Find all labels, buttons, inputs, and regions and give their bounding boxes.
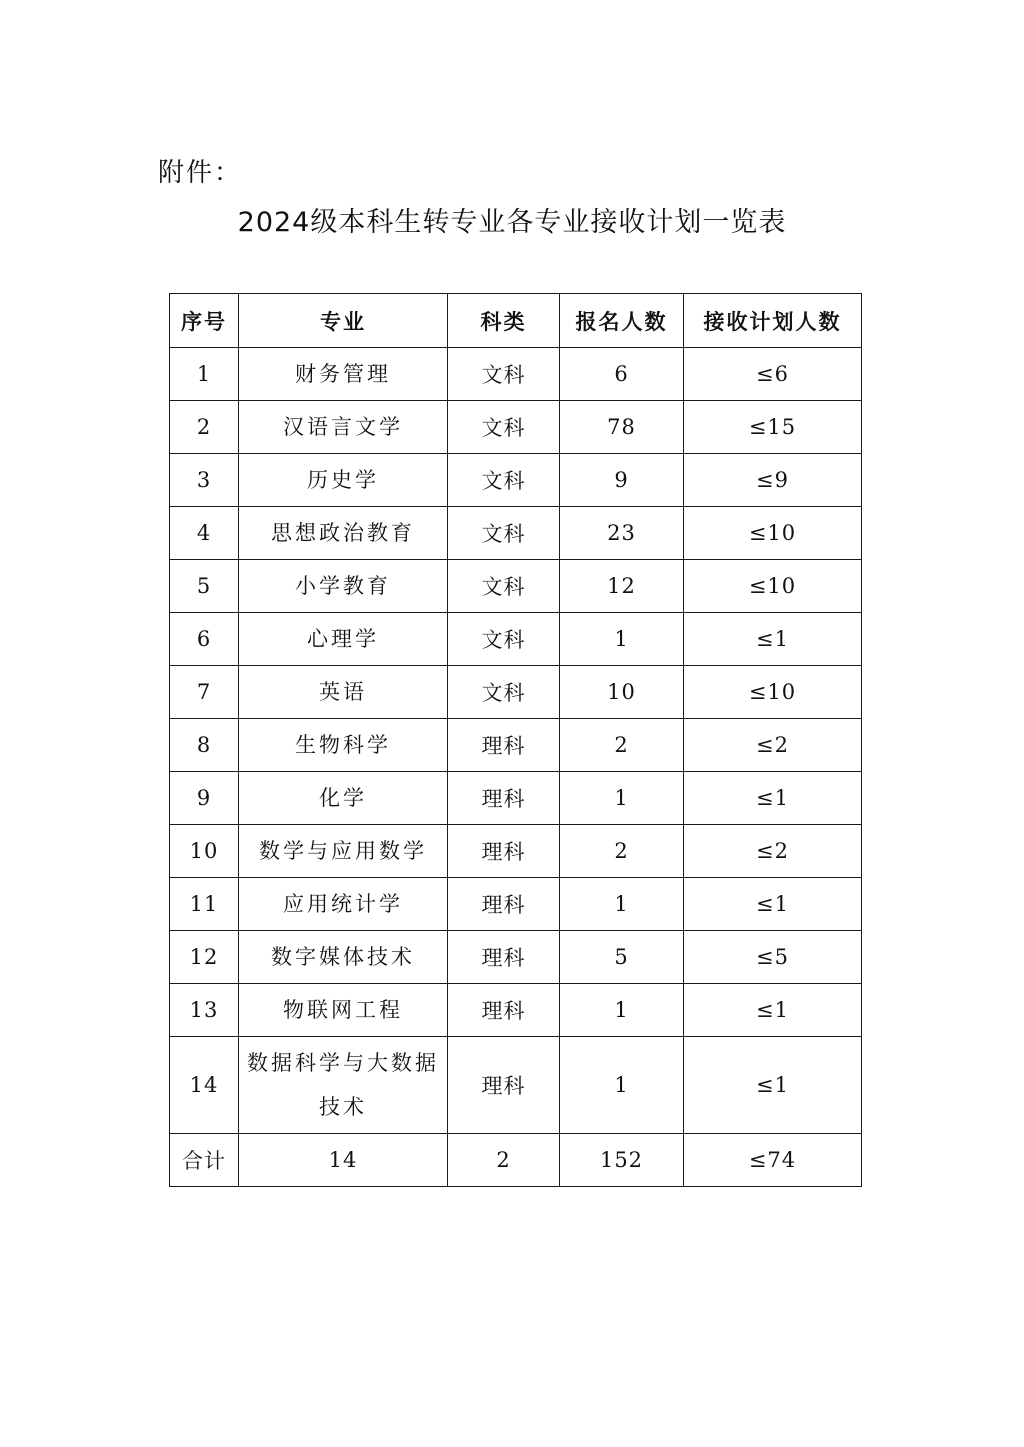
header-plan: 接收计划人数 [684, 294, 862, 348]
cell-plan: ≤1 [684, 613, 862, 666]
cell-applicants: 1 [560, 984, 684, 1037]
table-row [170, 401, 862, 454]
cell-plan: ≤10 [684, 560, 862, 613]
cell-major: 汉语言文学 [239, 401, 448, 454]
cell-plan: ≤9 [684, 454, 862, 507]
cell-applicants: 1 [560, 613, 684, 666]
cell-no: 9 [170, 772, 239, 825]
table-row [170, 507, 862, 560]
cell-no: 14 [170, 1037, 239, 1134]
attachment-label: 附件： [158, 158, 243, 188]
cell-category: 文科 [448, 560, 560, 613]
header-category: 科类 [448, 294, 560, 348]
cell-category: 文科 [448, 401, 560, 454]
cell-no: 4 [170, 507, 239, 560]
cell-plan: ≤1 [684, 772, 862, 825]
cell-applicants: 9 [560, 454, 684, 507]
cell-category: 理科 [448, 878, 560, 931]
cell-major: 历史学 [239, 454, 448, 507]
cell-applicants: 5 [560, 931, 684, 984]
cell-no: 11 [170, 878, 239, 931]
cell-plan: ≤15 [684, 401, 862, 454]
cell-category: 文科 [448, 348, 560, 401]
cell-major: 物联网工程 [239, 984, 448, 1037]
total-plan: ≤74 [684, 1134, 862, 1187]
cell-plan: ≤10 [684, 507, 862, 560]
table-row [170, 454, 862, 507]
header-applicants: 报名人数 [560, 294, 684, 348]
cell-category: 理科 [448, 984, 560, 1037]
cell-major: 生物科学 [239, 719, 448, 772]
table-row [170, 772, 862, 825]
cell-applicants: 1 [560, 878, 684, 931]
cell-plan: ≤1 [684, 878, 862, 931]
cell-no: 12 [170, 931, 239, 984]
cell-applicants: 6 [560, 348, 684, 401]
cell-applicants: 2 [560, 719, 684, 772]
cell-category: 理科 [448, 931, 560, 984]
cell-category: 理科 [448, 719, 560, 772]
transfer-plan-table [169, 293, 862, 1187]
cell-major: 小学教育 [239, 560, 448, 613]
cell-plan: ≤1 [684, 984, 862, 1037]
cell-no: 2 [170, 401, 239, 454]
cell-major: 英语 [239, 666, 448, 719]
cell-no: 13 [170, 984, 239, 1037]
cell-major: 数字媒体技术 [239, 931, 448, 984]
cell-plan: ≤2 [684, 825, 862, 878]
cell-category: 理科 [448, 772, 560, 825]
cell-applicants: 12 [560, 560, 684, 613]
cell-plan: ≤10 [684, 666, 862, 719]
cell-major: 财务管理 [239, 348, 448, 401]
table-row [170, 878, 862, 931]
cell-no: 7 [170, 666, 239, 719]
cell-no: 1 [170, 348, 239, 401]
total-majors: 14 [239, 1134, 448, 1187]
header-major: 专业 [239, 294, 448, 348]
cell-category: 文科 [448, 507, 560, 560]
cell-applicants: 23 [560, 507, 684, 560]
cell-applicants: 78 [560, 401, 684, 454]
table-row [170, 931, 862, 984]
table-row [170, 560, 862, 613]
cell-plan: ≤6 [684, 348, 862, 401]
table-row [170, 613, 862, 666]
cell-plan: ≤1 [684, 1037, 862, 1134]
cell-plan: ≤5 [684, 931, 862, 984]
cell-applicants: 1 [560, 1037, 684, 1134]
total-row [170, 1134, 862, 1187]
table-header-row [170, 294, 862, 348]
cell-major: 数据科学与大数据技术 [239, 1037, 448, 1134]
cell-category: 文科 [448, 666, 560, 719]
cell-no: 8 [170, 719, 239, 772]
table-row [170, 984, 862, 1037]
document-title: 2024级本科生转专业各专业接收计划一览表 [237, 207, 787, 238]
table-row [170, 666, 862, 719]
cell-plan: ≤2 [684, 719, 862, 772]
table-row [170, 825, 862, 878]
cell-major: 心理学 [239, 613, 448, 666]
table-row [170, 1037, 862, 1134]
cell-category: 理科 [448, 825, 560, 878]
cell-major: 应用统计学 [239, 878, 448, 931]
header-no: 序号 [170, 294, 239, 348]
cell-no: 5 [170, 560, 239, 613]
cell-major: 数学与应用数学 [239, 825, 448, 878]
cell-category: 文科 [448, 454, 560, 507]
cell-major: 化学 [239, 772, 448, 825]
total-categories: 2 [448, 1134, 560, 1187]
cell-applicants: 10 [560, 666, 684, 719]
total-label: 合计 [170, 1134, 239, 1187]
cell-category: 理科 [448, 1037, 560, 1134]
cell-no: 10 [170, 825, 239, 878]
table-row [170, 348, 862, 401]
cell-major: 思想政治教育 [239, 507, 448, 560]
cell-applicants: 1 [560, 772, 684, 825]
cell-no: 3 [170, 454, 239, 507]
cell-applicants: 2 [560, 825, 684, 878]
cell-no: 6 [170, 613, 239, 666]
total-applicants: 152 [560, 1134, 684, 1187]
cell-category: 文科 [448, 613, 560, 666]
table-row [170, 719, 862, 772]
